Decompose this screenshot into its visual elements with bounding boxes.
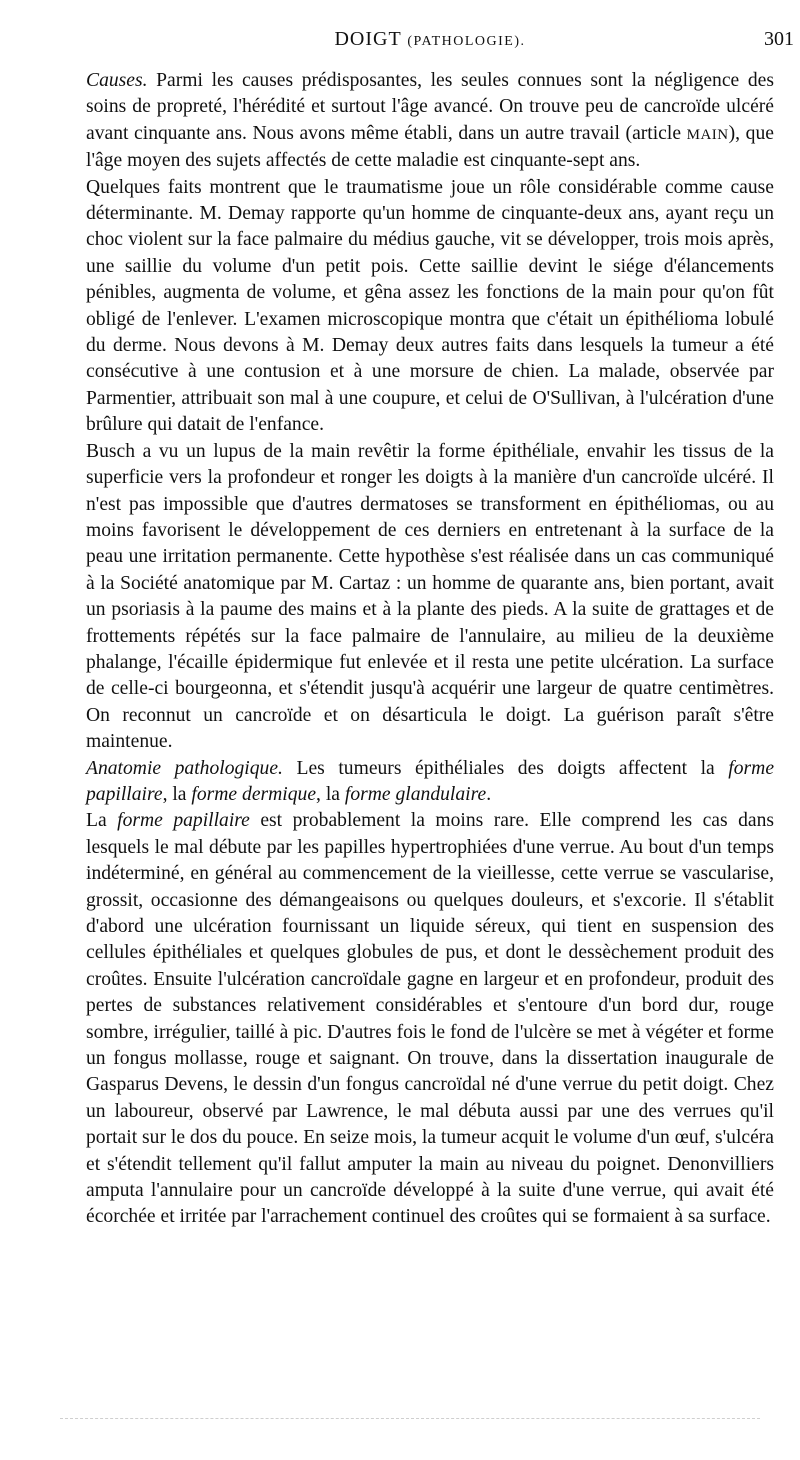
- header-title: DOIGT: [334, 28, 402, 50]
- paragraph-text-pre: La: [86, 810, 118, 832]
- body-text: [86, 68, 774, 1231]
- paragraph-anatomie: [86, 756, 774, 809]
- term-forme-papillaire: forme papillaire: [86, 757, 775, 805]
- smallcaps-reference: MAIN: [686, 126, 729, 143]
- paragraph-traumatisme: [86, 175, 774, 439]
- term-forme-dermique: forme dermique: [191, 783, 317, 805]
- running-head: [86, 28, 794, 56]
- paragraph-text-mid: , la: [162, 783, 192, 805]
- paragraph-forme-papillaire: [86, 808, 774, 1231]
- paragraph-text-after: .: [486, 783, 492, 805]
- running-title: [86, 28, 774, 51]
- paragraph-text-after: ), que l'âge moyen des sujets affectés de cette maladie est cinquante-sept ans.: [86, 122, 774, 172]
- book-page: [86, 28, 794, 1231]
- term-forme-glandulaire: forme glandulaire: [344, 783, 487, 805]
- page-bottom-rule: [60, 1418, 760, 1419]
- paragraph-text: Quelques faits montrent que le traumatisme joue un rôle considérable comme cause déterminante. M. Demay rapporte qu'un homme de cinquante-deux ans, ayant reçu un choc violent sur la face palmaire du médius gauche, vit se développer, trois mois après, une saillie du volume d'un petit pois. Cette saillie devint le siége d'élancements pénibles, augmenta de volume, et gêna assez les fonctions de la main pour qu'on fût obligé de l'enlever. L'examen microscopique montra que c'était un épithélioma lobulé du derme. Nous devons à M. Demay deux autres faits dans lesquels la tumeur a été consécutive à une contusion et à une morsure de chien. La malade, observée par Parmentier, attribuait son mal à une coupure, et celui de O'Sullivan, à l'ulcération d'une brûlure qui datait de l'enfance.: [86, 176, 774, 436]
- section-lead-causes: Causes.: [86, 70, 148, 91]
- paragraph-text: est probablement la moins rare. Elle comprend les cas dans lesquels le mal débute par les papilles hypertrophiées d'une verrue. Au bout d'un temps indéterminé, en général au commencement de la vieillesse, cette verrue se vascularise, grossit, occasionne des démangeaisons ou quelques douleurs, et s'excorie. Il s'établit d'abord une ulcération fournissant un liquide séreux, qui tient en suspension des cellules épithéliales et quelques globules de pus, et dont le dessèchement produit des croûtes. Ensuite l'ulcération cancroïdale gagne en largeur et en profondeur, produit des pertes de substances relativement considérables et s'entoure d'un bord dur, rouge sombre, irrégulier, taillé à pic. D'autres fois le fond de l'ulcère se met à végéter et forme un fongus mollasse, rouge et saignant. On trouve, dans la dissertation inaugurale de Gasparus Devens, le dessin d'un fongus cancroïdal né d'une verrue du petit doigt. Chez un laboureur, observé par Lawrence, le mal débuta aussi par une des verrues qu'il portait sur le dos du pouce. En seize mois, la tumeur acquit le volume d'un œuf, s'ulcéra et s'étendit tellement qu'il fallut amputer la main au niveau du poignet. Denonvilliers amputa l'annulaire pour un cancroïde développé à la suite d'une verrue, qui avait été écorchée et irritée par l'arrachement continuel des croûtes qui se formaient à sa surface.: [86, 810, 774, 1228]
- term-forme-papillaire: forme papillaire: [117, 810, 250, 832]
- paragraph-text: Busch a vu un lupus de la main revêtir la forme épithéliale, envahir les tissus de la superficie vers la profondeur et ronger les doigts à la manière d'un cancroïde ulcéré. Il n'est pas impossible que d'autres dermatoses se transforment en épithéliomas, ou au moins favorisent le développement de ces derniers en entretenant à la surface de la peau une irritation permanente. Cette hypothèse s'est réalisée dans un cas communiqué à la Société anatomique par M. Cartaz : un homme de quarante ans, bien portant, avait un psoriasis à la paume des mains et à la plante des pieds. A la suite de grattages et de frottements répétés sur la face palmaire de l'annulaire, au milieu de la deuxième phalange, l'écaille épidermique fut enlevée et il resta une petite ulcération. La surface de celle-ci bourgeonna, et s'étendit jusqu'à acquérir une largeur de quatre centimètres. On reconnut un cancroïde et on désarticula le doigt. La guérison paraît s'être maintenue.: [86, 440, 774, 753]
- paragraph-text: Les tumeurs épithéliales des doigts affectent la: [282, 757, 729, 779]
- paragraph-text: Parmi les causes prédisposantes, les seules connues sont la négligence des soins de propreté, l'hérédité et surtout l'âge avancé. On trouve peu de cancroïde ulcéré avant cinquante ans. Nous avons même établi, dans un autre travail (article: [86, 70, 774, 144]
- page-number: 301: [764, 28, 794, 50]
- paragraph-busch: [86, 439, 774, 756]
- section-lead-anatomie: Anatomie pathologique.: [86, 757, 283, 779]
- header-subtitle: (PATHOLOGIE).: [407, 34, 526, 49]
- paragraph-text-mid: , la: [316, 783, 345, 805]
- paragraph-causes: [86, 68, 774, 175]
